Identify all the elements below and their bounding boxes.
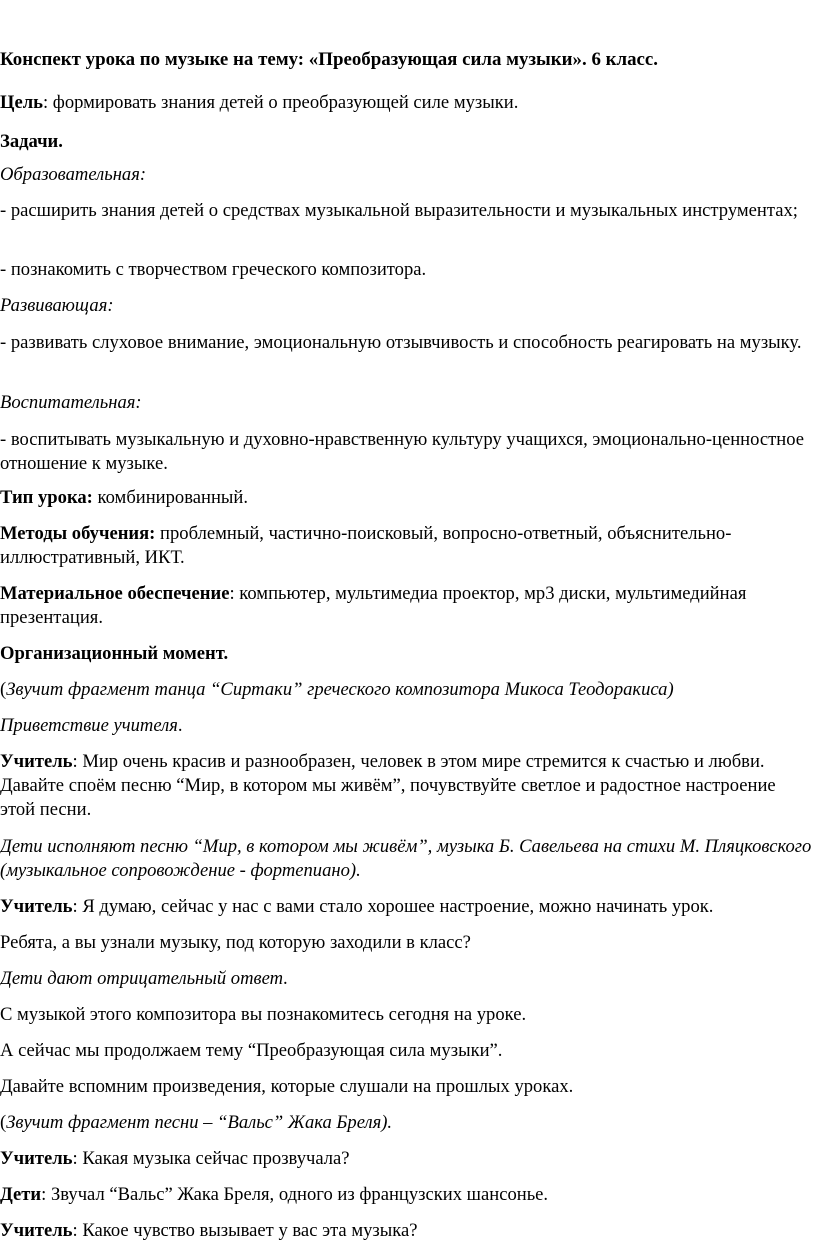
teacher-line-1 (0, 750, 812, 822)
speech-text: : Я думаю, сейчас у нас с вами стало хорошее настроение, можно начинать урок. (72, 896, 714, 917)
speaker-label: Учитель (0, 751, 73, 772)
theme-line: А сейчас мы продолжаем тему “Преобразующая сила музыки”. (0, 1040, 503, 1061)
greeting-dot: . (177, 715, 183, 736)
goal-text: : формировать знания детей о преобразующей силе музыки. (42, 92, 519, 113)
methods-paragraph (0, 522, 812, 570)
sound-note-2-text: Звучит фрагмент песни – “Вальс” Жака Бреля). (6, 1112, 393, 1133)
goal-label: Цель (0, 92, 43, 113)
speaker-label: Учитель (0, 1220, 73, 1241)
developing-item: - развивать слуховое внимание, эмоциональную отзывчивость и способность реагировать на музыку. (0, 332, 802, 353)
speaker-label: Учитель (0, 896, 73, 917)
lesson-type-paragraph (0, 486, 812, 510)
teacher-line-4 (0, 1219, 812, 1243)
children-answer-dot: . (283, 968, 288, 989)
methods-label: Методы обучения: (0, 523, 156, 544)
sound-note-1 (0, 678, 812, 702)
sound-note-2 (0, 1111, 812, 1135)
speaker-label: Учитель (0, 1148, 73, 1169)
lesson-type-text: комбинированный. (92, 487, 249, 508)
composer-line: С музыкой этого композитора вы познакомитесь сегодня на уроке. (0, 1004, 527, 1025)
org-moment-heading: Организационный момент. (0, 643, 229, 664)
tasks-heading: Задачи. (0, 131, 63, 152)
greeting-text: Приветствие учителя (0, 715, 178, 736)
materials-label: Материальное обеспечение (0, 583, 230, 604)
educational-label: Образовательная: (0, 164, 147, 185)
materials-text: : компьютер, мультимедиа проектор, мр3 диски, мультимедийная презентация. (0, 583, 747, 628)
lesson-type-label: Тип урока: (0, 487, 93, 508)
recall-line: Давайте вспомним произведения, которые слушали на прошлых уроках. (0, 1076, 574, 1097)
children-line (0, 1183, 812, 1207)
upbringing-item: - воспитывать музыкальную и духовно-нравственную культуру учащихся, эмоционально-ценностное отношение к музыке. (0, 429, 804, 474)
materials-paragraph (0, 582, 812, 630)
speech-text: : Какое чувство вызывает у вас эта музыка? (72, 1220, 418, 1241)
speech-text: : Звучал “Вальс” Жака Бреля, одного из французских шансонье. (41, 1184, 549, 1205)
document-title: Конспект урока по музыке на тему: «Преобразующая сила музыки». 6 класс. (0, 49, 659, 70)
developing-label: Развивающая: (0, 295, 114, 316)
speech-text: : Мир очень красив и разнообразен, человек в этом мире стремится к счастью и любви. Давайте споём песню “Мир, в котором мы живём”, почувствуйте светлое и радостное настроение этой песни. (0, 751, 776, 820)
methods-text: проблемный, частично-поисковый, вопросно-ответный, объяснительно-иллюстративный, ИКТ. (0, 523, 732, 568)
teacher-line-2 (0, 895, 812, 919)
sound-note-1-text: Звучит фрагмент танца “Сиртаки” греческого композитора Микоса Теодоракиса) (6, 679, 674, 700)
speaker-label: Дети (0, 1184, 42, 1205)
upbringing-label: Воспитательная: (0, 392, 142, 413)
children-sing-note: Дети исполняют песню “Мир, в котором мы живём”, музыка Б. Савельева на стихи М. Пляцковского (музыкальное сопровождение - фортепиано). (0, 836, 812, 881)
educational-item: - расширить знания детей о средствах музыкальной выразительности и музыкальных инструментах; (0, 200, 798, 221)
question-line: Ребята, а вы узнали музыку, под которую заходили в класс? (0, 932, 471, 953)
sound-note-1-paren: ( (0, 679, 7, 700)
speech-text: : Какая музыка сейчас прозвучала? (72, 1148, 350, 1169)
children-answer-text: Дети дают отрицательный ответ (0, 968, 284, 989)
teacher-line-3 (0, 1147, 812, 1171)
educational-item: - познакомить с творчеством греческого композитора. (0, 259, 427, 280)
sound-note-2-paren: ( (0, 1112, 7, 1133)
children-answer-note (0, 967, 812, 991)
greeting-paragraph (0, 714, 812, 738)
goal-paragraph (0, 91, 812, 115)
